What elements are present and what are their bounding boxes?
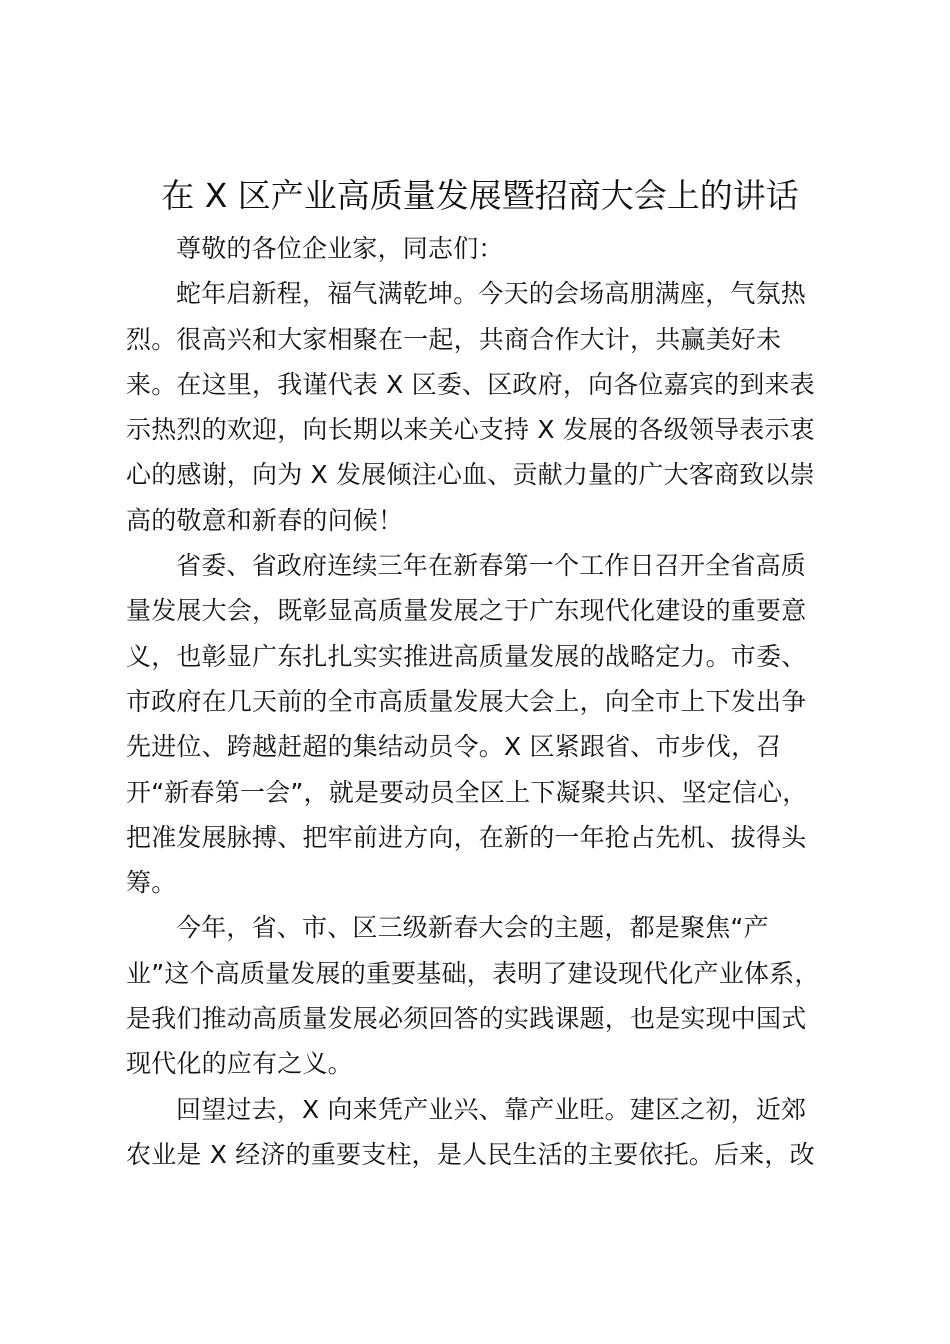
text-line: 烈。很高兴和大家相聚在一起，共商合作大计，共赢美好未 (126, 324, 782, 354)
text-line: 示热烈的欢迎，向长期以来关心支持 X 发展的各级领导表示衷 (126, 415, 815, 445)
text-line: 现代化的应有之义。 (126, 1049, 353, 1079)
text-line: 筹。 (126, 868, 177, 898)
text-line: 业”这个高质量发展的重要基础，表明了建设现代化产业体系， (126, 958, 820, 988)
text-line: 义，也彰显广东扎扎实实推进高质量发展的战略定力。市委、 (126, 641, 807, 671)
text-line: 开“新春第一会”，就是要动员全区上下凝聚共识、坚定信心， (126, 777, 808, 807)
document-body (126, 226, 822, 1177)
text-line: 量发展大会，既彰显高质量发展之于广东现代化建设的重要意 (126, 596, 807, 626)
text-line: 把准发展脉搏、把牢前进方向，在新的一年抢占先机、拔得头 (126, 822, 807, 852)
text-line: 尊敬的各位企业家，同志们： (176, 234, 504, 263)
text-line: 先进位、跨越赶超的集结动员令。X 区紧跟省、市步伐，召 (126, 732, 782, 762)
text-line: 今年，省、市、区三级新春大会的主题，都是聚焦“产 (176, 913, 769, 943)
text-line: 农业是 X 经济的重要支柱，是人民生活的主要依托。后来，改 (126, 1139, 815, 1169)
text-line: 来。在这里，我谨代表 X 区委、区政府，向各位嘉宾的到来表 (126, 369, 815, 399)
text-line: 是我们推动高质量发展必须回答的实践课题，也是实现中国式 (126, 1004, 807, 1034)
text-line: 心的感谢，向为 X 发展倾注心血、贡献力量的广大客商致以崇 (126, 460, 815, 490)
text-line: 蛇年启新程，福气满乾坤。今天的会场高朋满座，气氛热 (176, 279, 807, 309)
text-line: 高的敬意和新春的问候！ (126, 505, 404, 535)
document-title: 在 X 区产业高质量发展暨招商大会上的讲话 (161, 176, 799, 215)
text-line: 市政府在几天前的全市高质量发展大会上，向全市上下发出争 (126, 686, 807, 716)
text-line: 省委、省政府连续三年在新春第一个工作日召开全省高质 (176, 551, 807, 581)
text-line: 回望过去，X 向来凭产业兴、靠产业旺。建区之初，近郊 (176, 1094, 807, 1124)
